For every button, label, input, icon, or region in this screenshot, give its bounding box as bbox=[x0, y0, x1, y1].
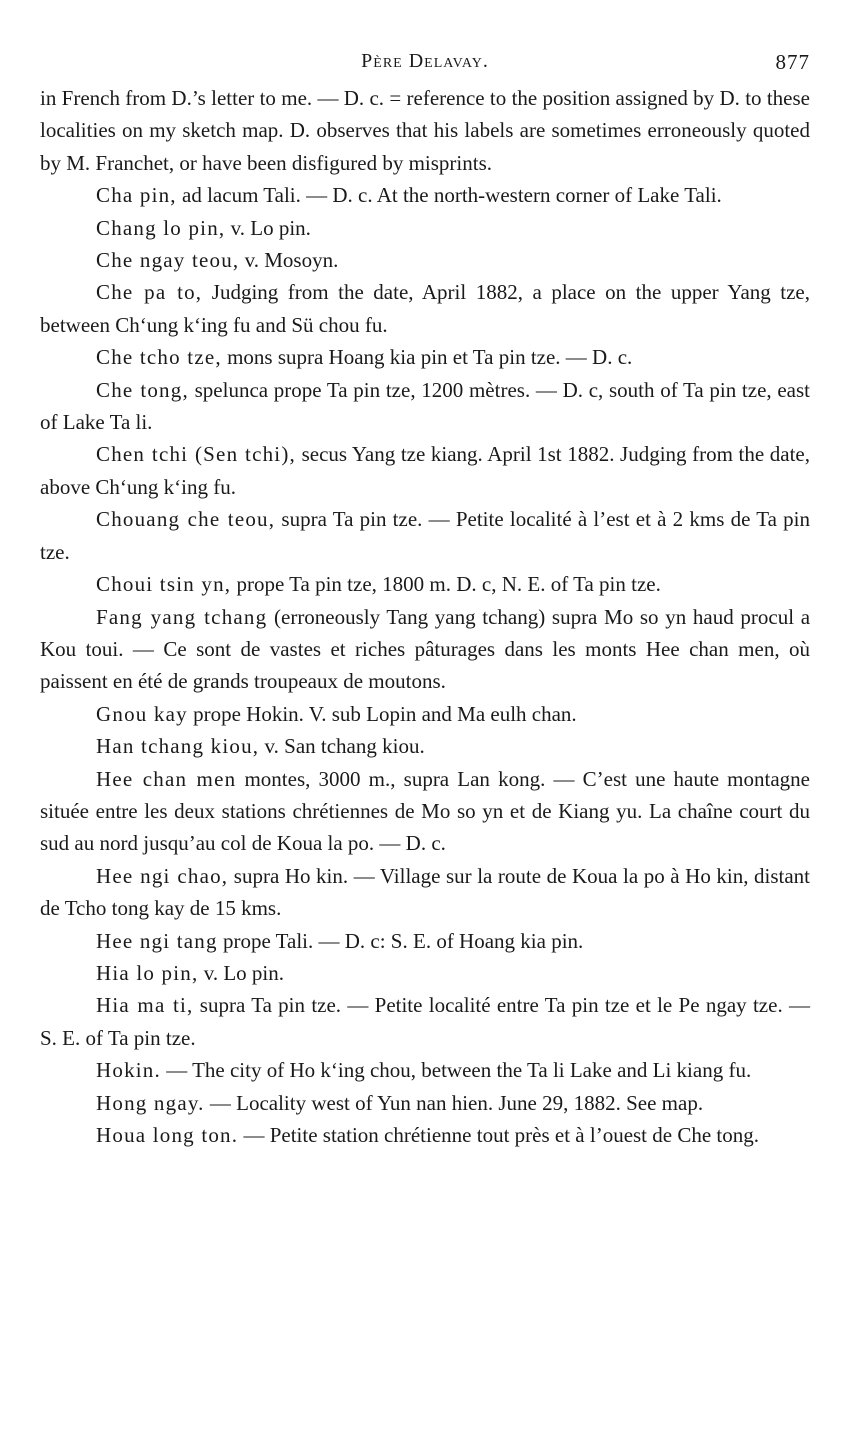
entry bbox=[40, 212, 810, 244]
entry bbox=[40, 698, 810, 730]
entry-text: — The city of Ho kʻing chou, between the Ta li Lake and Li kiang fu. bbox=[160, 1058, 752, 1083]
page-number: 877 bbox=[775, 50, 810, 74]
entry bbox=[40, 438, 810, 503]
entry-headword: Fang yang tchang bbox=[96, 604, 268, 629]
entry-text: v. Lo pin. bbox=[198, 960, 285, 985]
entry-text: v. Mosoyn. bbox=[239, 248, 339, 273]
entry-headword: Che tcho tze, bbox=[96, 345, 222, 370]
entry bbox=[40, 1119, 810, 1151]
entry-text: v. San tchang kiou. bbox=[259, 734, 425, 759]
entry-text: prope Hokin. V. sub Lopin and Ma eulh chan. bbox=[187, 701, 577, 726]
entry-headword: Hia lo pin, bbox=[96, 960, 199, 985]
entry-text: supra Ho kin. — Village sur la route de Koua la po à Ho kin, distant de Tcho tong kay de 15 kms. bbox=[40, 863, 811, 921]
entry-headword: Cha pin, bbox=[96, 183, 177, 208]
entry-text: supra Ta pin tze. — Petite localité entre Ta pin tze et le Pe ngay tze. — S. E. of Ta pin tze. bbox=[40, 993, 810, 1050]
entry-text: ad lacum Tali. — D. c. At the north-western corner of Lake Tali. bbox=[176, 183, 722, 208]
paragraph-continuation bbox=[40, 82, 810, 179]
entry bbox=[40, 1087, 810, 1119]
entry bbox=[40, 503, 810, 568]
entry-text: — Locality west of Yun nan hien. June 29, 1882. See map. bbox=[204, 1090, 704, 1115]
entry bbox=[40, 989, 810, 1054]
entry bbox=[40, 179, 810, 211]
entry-text: v. Lo pin. bbox=[225, 215, 311, 240]
entry-headword: Hee ngi tang bbox=[96, 928, 218, 953]
entry-headword: Hee ngi chao, bbox=[96, 863, 229, 888]
entry-headword: Che tong, bbox=[96, 377, 189, 402]
entry bbox=[40, 925, 810, 957]
entry-text: spelunca prope Ta pin tze, 1200 mètres. — D. c, south of Ta pin tze, east of Lake Ta li. bbox=[40, 377, 810, 435]
entry-headword: Che ngay teou, bbox=[96, 248, 240, 273]
entry-text: in French from D.’s letter to me. — D. c. = reference to the position assigned by D. to these localities on my sketch map. D. observes that his labels are sometimes erroneously quoted by M. Franchet, or have been disfigured by misprints. bbox=[40, 86, 810, 175]
entry bbox=[40, 568, 810, 600]
entry bbox=[40, 374, 810, 439]
entry-text: secus Yang tze kiang. April 1st 1882. Judging from the date, above Chʻung kʻing fu. bbox=[40, 442, 811, 499]
entry-headword: Hokin. bbox=[96, 1058, 161, 1083]
running-title: Père Delavay. bbox=[361, 50, 489, 72]
entry-text: Judging from the date, April 1882, a place on the upper Yang tze, between Chʻung kʻing fu and Sü chou fu. bbox=[40, 280, 811, 337]
entry-text: — Petite station chrétienne tout près et à l’ouest de Che tong. bbox=[238, 1123, 760, 1147]
entry-text: prope Ta pin tze, 1800 m. D. c, N. E. of Ta pin tze. bbox=[231, 572, 661, 597]
entry-headword: Hong ngay. bbox=[96, 1090, 205, 1115]
entry-headword: Houa long ton. bbox=[96, 1123, 239, 1147]
entry-headword: Han tchang kiou, bbox=[96, 734, 260, 759]
entry bbox=[40, 276, 810, 341]
entry bbox=[40, 341, 810, 373]
entry-text: (erroneously Tang yang tchang) supra Mo so yn haud procul a Kou toui. — Ce sont de vastes et riches pâturages dans les monts Hee chan men, où paissent en été de grands troupeaux de moutons. bbox=[40, 604, 811, 694]
entry-text: montes, 3000 m., supra Lan kong. — C’est une haute montagne située entre les deux stations chrétiennes de Mo so yn et de Kiang yu. La chaîne court du sud au nord jusqu’au col de Koua la po. — D. c. bbox=[40, 766, 810, 856]
entry-text: prope Tali. — D. c: S. E. of Hoang kia pin. bbox=[217, 928, 584, 953]
entry-headword: Gnou kay bbox=[96, 701, 188, 726]
entry-headword: Chang lo pin, bbox=[96, 215, 226, 240]
entry-headword: Chen tchi (Sen tchi), bbox=[96, 442, 296, 467]
entry-headword: Che pa to, bbox=[96, 280, 203, 305]
entry-text: supra Ta pin tze. — Petite localité à l’est et à 2 kms de Ta pin tze. bbox=[40, 507, 810, 564]
entry bbox=[40, 601, 810, 698]
entry-text: mons supra Hoang kia pin et Ta pin tze. — D. c. bbox=[221, 345, 633, 370]
entry bbox=[40, 244, 810, 276]
entry bbox=[40, 730, 810, 762]
entry-headword: Hee chan men bbox=[96, 766, 237, 791]
entry-headword: Hia ma ti, bbox=[96, 993, 194, 1018]
entry bbox=[40, 1054, 810, 1086]
running-header bbox=[40, 40, 810, 82]
entry bbox=[40, 763, 810, 860]
body-text bbox=[40, 82, 810, 1151]
document-page bbox=[40, 40, 810, 1151]
entry-headword: Choui tsin yn, bbox=[96, 572, 232, 597]
entry bbox=[40, 957, 810, 989]
entry-headword: Chouang che teou, bbox=[96, 507, 276, 532]
entry bbox=[40, 860, 810, 925]
